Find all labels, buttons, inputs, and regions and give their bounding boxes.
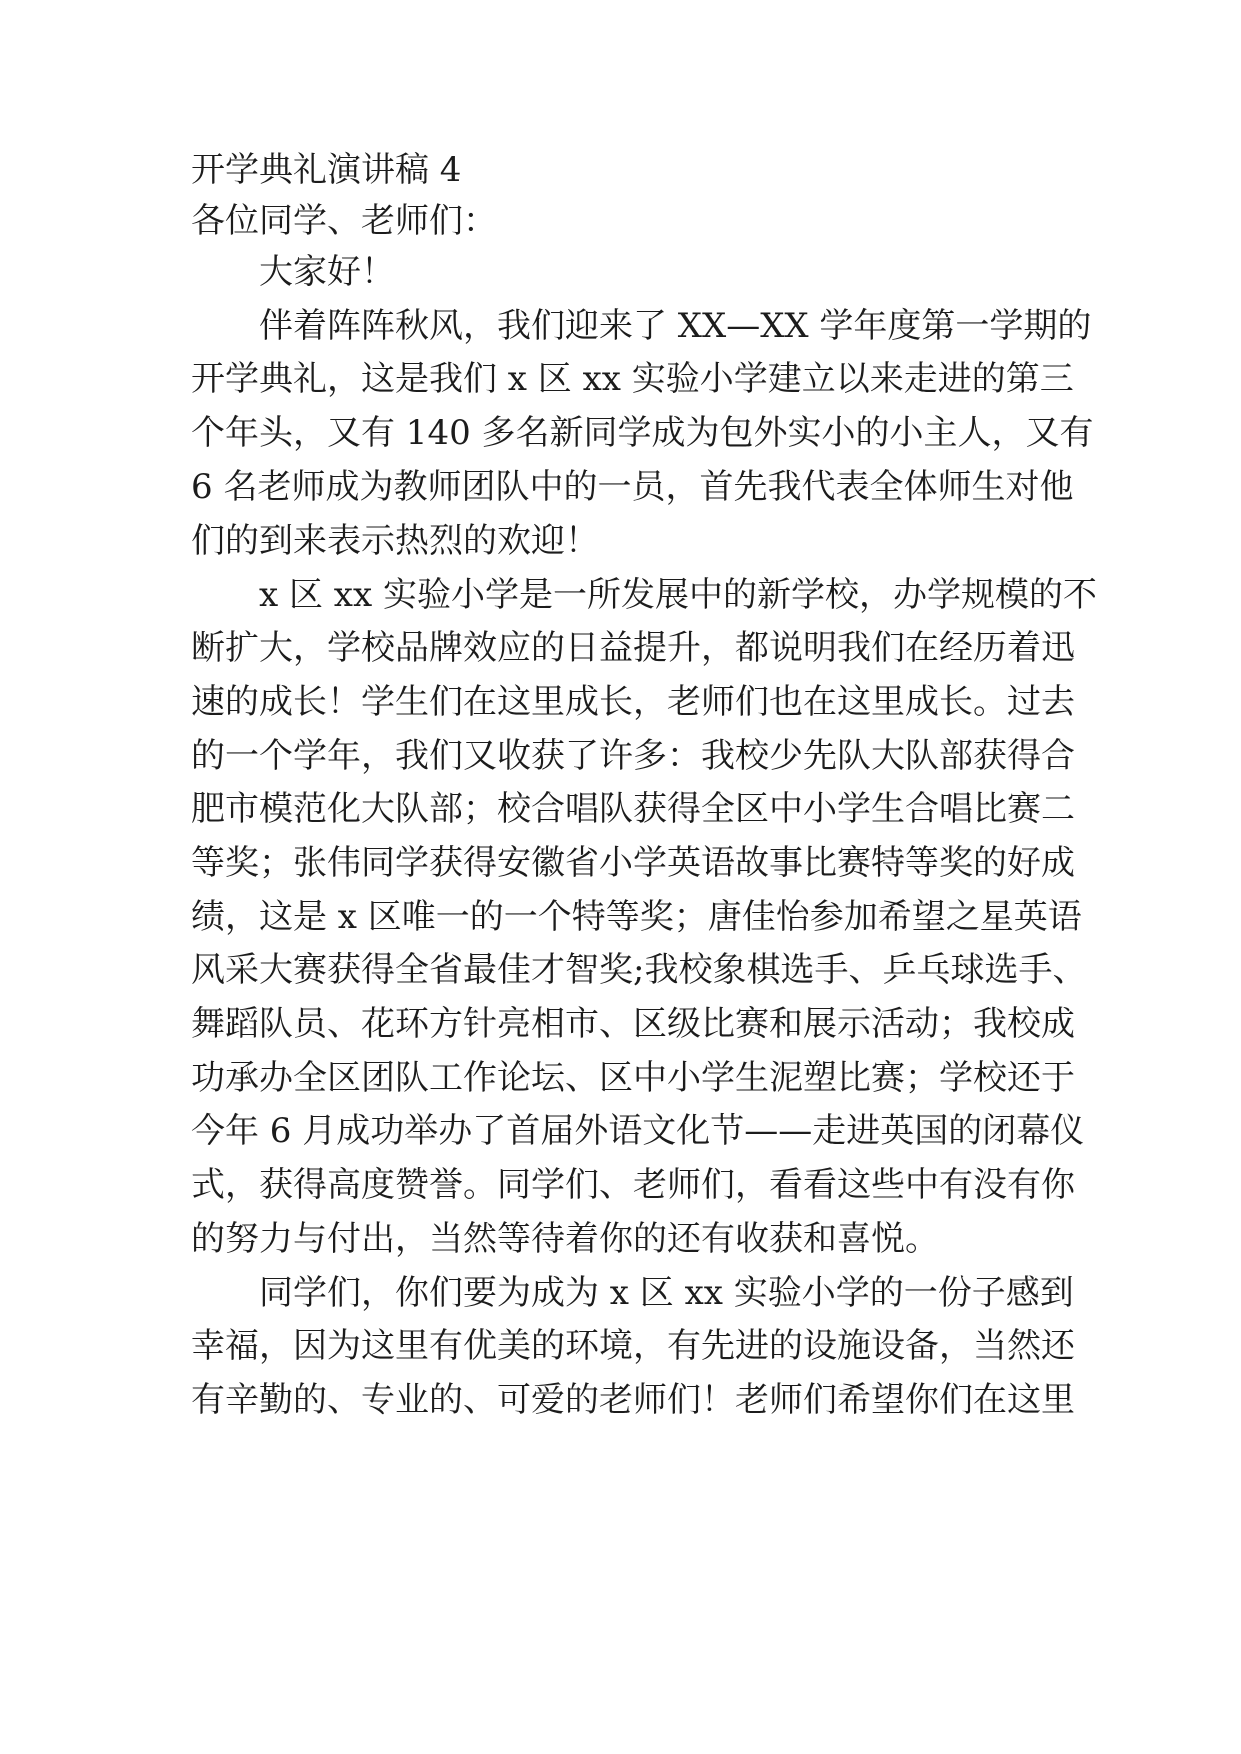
paragraph-1-line-1: 伴着阵阵秋风，我们迎来了 XX—XX 学年度第一学期的 (259, 306, 1092, 346)
paragraph-1-line-2: 开学典礼，这是我们 x 区 xx 实验小学建立以来走进的第三 (191, 359, 1074, 399)
paragraph-3-line-3: 有辛勤的、专业的、可爱的老师们！老师们希望你们在这里 (191, 1380, 1075, 1420)
paragraph-2-line-7: 绩，这是 x 区唯一的一个特等奖；唐佳怡参加希望之星英语 (191, 897, 1082, 937)
paragraph-3-line-1: 同学们，你们要为成为 x 区 xx 实验小学的一份子感到 (259, 1273, 1074, 1313)
paragraph-2-line-6: 等奖；张伟同学获得安徽省小学英语故事比赛特等奖的好成 (191, 843, 1075, 883)
paragraph-2-line-3: 速的成长！学生们在这里成长，老师们也在这里成长。过去 (191, 682, 1075, 722)
paragraph-2-line-9: 舞蹈队员、花环方针亮相市、区级比赛和展示活动；我校成 (191, 1004, 1075, 1044)
paragraph-3-line-2: 幸福，因为这里有优美的环境，有先进的设施设备，当然还 (191, 1326, 1075, 1366)
paragraph-2-line-11: 今年 6 月成功举办了首届外语文化节——走进英国的闭幕仪 (191, 1111, 1085, 1151)
paragraph-2-line-2: 断扩大，学校品牌效应的日益提升，都说明我们在经历着迅 (191, 628, 1075, 668)
paragraph-2-line-4: 的一个学年，我们又收获了许多：我校少先队大队部获得合 (191, 736, 1075, 776)
document-title: 开学典礼演讲稿 4 (191, 150, 462, 190)
paragraph-1-line-4: 6 名老师成为教师团队中的一员，首先我代表全体师生对他 (191, 467, 1074, 507)
paragraph-2-line-10: 功承办全区团队工作论坛、区中小学生泥塑比赛；学校还于 (191, 1058, 1075, 1098)
paragraph-2-line-8: 风采大赛获得全省最佳才智奖;我校象棋选手、乒乓球选手、 (191, 950, 1087, 990)
paragraph-2-line-5: 肥市模范化大队部；校合唱队获得全区中小学生合唱比赛二 (191, 789, 1075, 829)
paragraph-1-line-5: 们的到来表示热烈的欢迎！ (191, 521, 599, 561)
paragraph-1-line-3: 个年头，又有 140 多名新同学成为包外实小的小主人，又有 (191, 413, 1094, 453)
paragraph-2-line-12: 式，获得高度赞誉。同学们、老师们，看看这些中有没有你 (191, 1165, 1075, 1205)
paragraph-2-line-13: 的努力与付出，当然等待着你的还有收获和喜悦。 (191, 1219, 939, 1259)
greeting: 大家好！ (259, 252, 395, 292)
paragraph-2-line-1: x 区 xx 实验小学是一所发展中的新学校，办学规模的不 (259, 575, 1097, 615)
salutation: 各位同学、老师们： (191, 201, 497, 241)
